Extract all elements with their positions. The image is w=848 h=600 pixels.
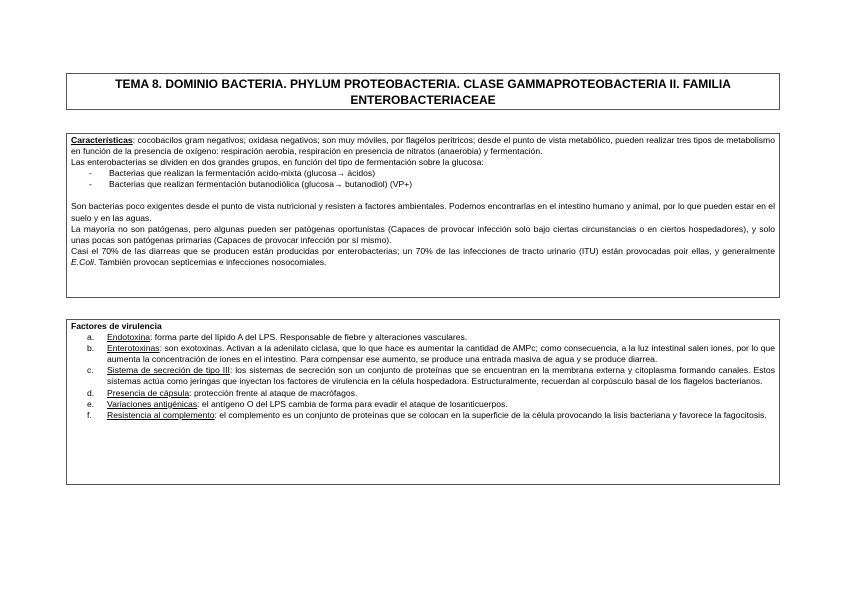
group-item: - Bacterias que realizan la fermentación acido-mixta (glucosa→ ácidos) <box>89 168 775 179</box>
factor-item <box>71 410 775 421</box>
factor-item <box>71 343 775 365</box>
factor-term: Resistencia al complemento <box>107 409 215 420</box>
factor-text: : los sistemas de secreción son un conjunto de proteínas que se encuentran en la membrana externa y citoplasma formando canales. Estos sistemas actúa como jeringas que inyectan los factores de virulencia en la célula hospedadora. Estructuralmente, recuerdan al corpúsculo basal de los flagelos bacterianos. <box>107 365 775 387</box>
factor-term: Presencia de cápsula <box>107 387 190 398</box>
spacer <box>71 190 775 201</box>
factor-term: Variaciones antigénicas <box>107 398 198 409</box>
factores-heading: Factores de virulencia <box>71 321 162 331</box>
caracteristicas-paragraph <box>71 135 775 157</box>
factor-text: : el complemento es un conjunto de proteínas que se colocan en la superficie de la célula provocando la lisis bacteriana y favorece la fagocitosis. <box>214 409 767 420</box>
factor-marker: d. <box>87 387 95 398</box>
factor-term: Sistema de secreción de tipo III <box>107 365 230 376</box>
pathogen-paragraph: La mayoría no son patógenas, pero algunas pueden ser patógenas oportunistas (Capaces de provocar infección solo bajo ciertas circunstancias o en ciertos hospedadores), y solo unas pocas son patógenas primarias (Capaces de provocar infección por sí mismo). <box>71 223 775 245</box>
factor-item <box>71 332 775 343</box>
factor-text: : el antígeno O del LPS cambia de forma para evadir el ataque de losanticuerpos. <box>197 398 508 409</box>
caracteristicas-box <box>66 133 780 298</box>
caracteristicas-intro: : cocobacilos gram negativos; oxidasa negativos; son muy móviles, por flagelos peritricos; desde el punto de vista metabólico, pueden realizar tres tipos de metabolismo en función de la presencia de oxígeno: respiración aerobia, respiración en presencia de nitratos (anaerobia) y fermentación. <box>71 135 775 157</box>
factor-marker: c. <box>87 365 94 376</box>
factor-term: Enterotoxinas <box>107 343 160 354</box>
factores-list <box>71 332 775 421</box>
groups-intro: Las enterobacterias se dividen en dos grandes grupos, en función del tipo de fermentación sobre la glucosa: <box>71 157 484 168</box>
document-title-line-2: ENTEROBACTERIACEAE <box>350 93 496 107</box>
factor-text: : protección frente al ataque de macrófagos. <box>189 387 358 398</box>
factor-marker: f. <box>87 409 92 420</box>
diarrhea-text-b: . También provocan septicemias e infecciones nosocomiales. <box>93 256 327 267</box>
title-box <box>66 73 780 110</box>
factor-item <box>71 399 775 410</box>
factor-text: : son exotoxinas. Activan a la adenilato ciclasa, que lo que hace es aumentar la cantidad de AMPc; como consecuencia, a la luz intestinal salen iones, por lo que aumenta la concentración de iones en el intestino. Para compensar ese aumento, se produce una entrada masiva de agua y se produce diarrea. <box>107 343 775 365</box>
factor-marker: e. <box>87 398 95 409</box>
factor-marker: b. <box>87 343 95 354</box>
factores-box <box>66 319 780 485</box>
species-name: E.Coli <box>71 256 94 267</box>
diarrhea-text-a: Casi el 70% de las diarreas que se producen están producidas por enterobacterias; un 70% de las infecciones de tracto urinario (ITU) están provocadas poir ellas, y generalmente <box>71 245 775 256</box>
document-title-line-1: TEMA 8. DOMINIO BACTERIA. PHYLUM PROTEOBACTERIA. CLASE GAMMAPROTEOBACTERIA II. FAMILIA <box>115 77 731 91</box>
diarrhea-paragraph <box>71 246 775 268</box>
groups-list <box>71 168 775 190</box>
caracteristicas-label: Características <box>71 135 133 145</box>
group-item: - Bacterias que realizan fermentación butanodiólica (glucosa→ butanodiol) (VP+) <box>89 179 775 190</box>
factor-text: : forma parte del lípido A del LPS. Responsable de fiebre y alteraciones vasculares. <box>150 332 468 343</box>
factor-term: Endotoxina <box>107 332 151 343</box>
nutrition-paragraph: Son bacterias poco exigentes desde el punto de vista nutricional y resisten a factores ambientales. Podemos encontrarlas en el intestino humano y animal, por lo que pueden estar en el suelo y en las aguas. <box>71 201 775 223</box>
factor-item <box>71 388 775 399</box>
factor-item <box>71 365 775 387</box>
factor-marker: a. <box>87 332 95 343</box>
